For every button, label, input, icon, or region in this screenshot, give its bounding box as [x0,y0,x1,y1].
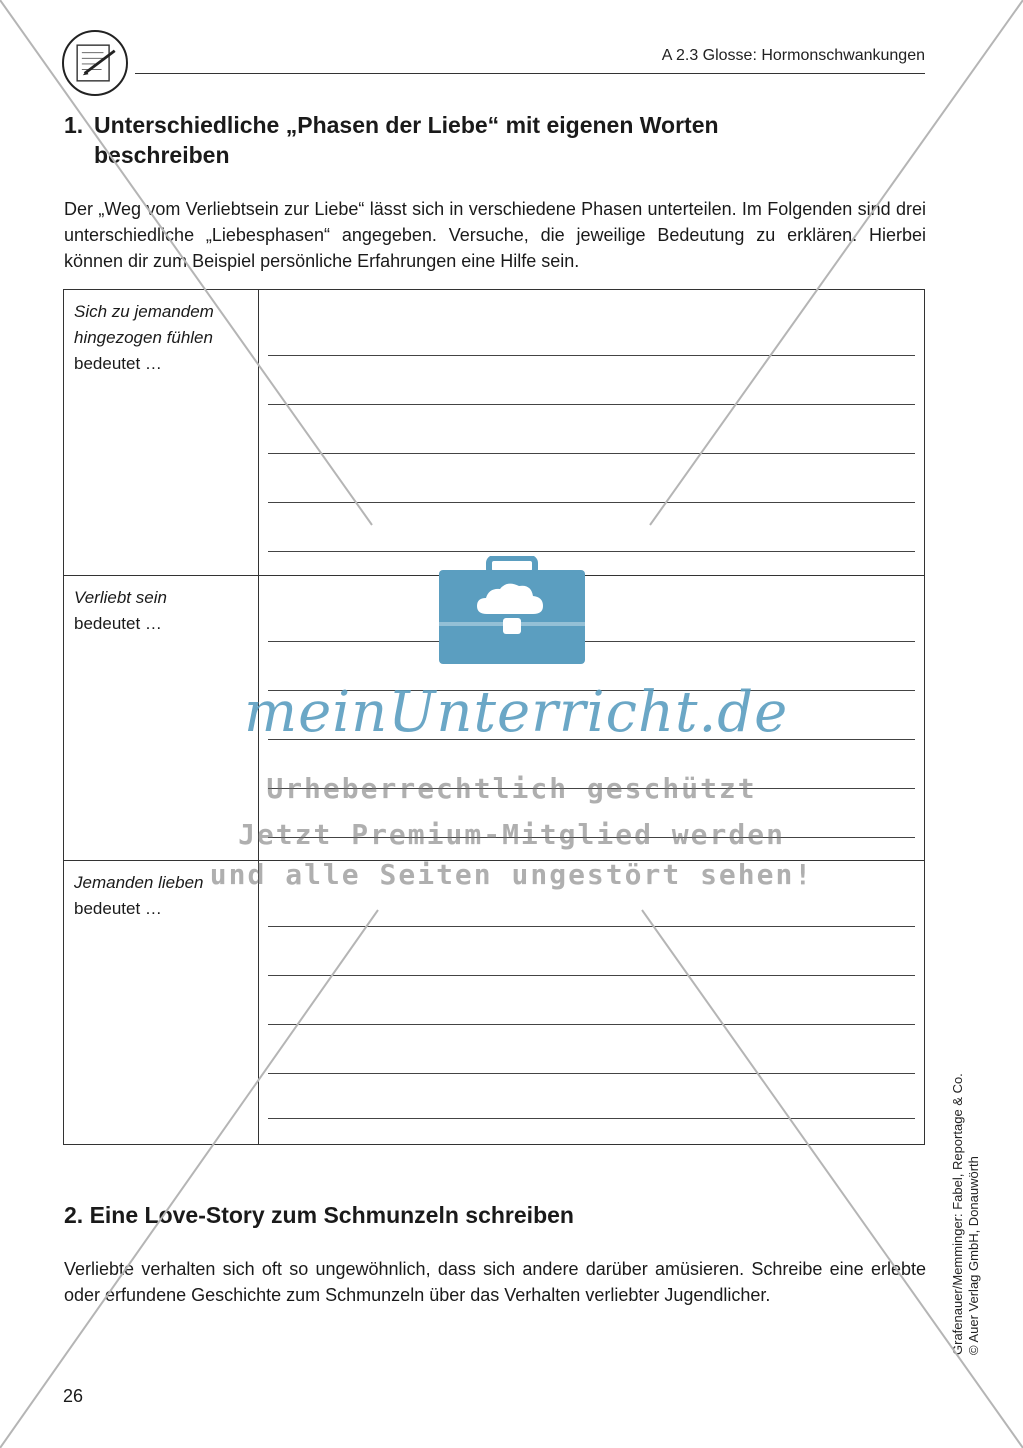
phase-label [64,861,259,1145]
section1-title-line1: Unterschiedliche „Phasen der Liebe“ mit eigenen Worten [94,112,719,138]
header-divider [135,73,925,74]
pen-book-icon [62,30,128,96]
section1-title-line2: beschreiben [94,142,230,168]
phase-row [64,860,924,1145]
header-title: A 2.3 Glosse: Hormonschwankungen [661,47,925,64]
phase-row [64,290,924,575]
writing-line[interactable] [268,551,915,552]
writing-line[interactable] [268,404,915,405]
writing-line[interactable] [268,641,915,642]
writing-line[interactable] [268,1024,915,1025]
writing-line[interactable] [268,926,915,927]
phase-label-italic: Verliebt sein [74,588,167,607]
watermark-line: Urheberrechtlich geschützt [266,772,757,805]
phase-label-italic: Sich zu jemandem [74,302,214,321]
phase-label-suffix: bedeutet … [74,899,162,918]
phase-label-suffix: bedeutet … [74,614,162,633]
watermark-line: und alle Seiten ungestört sehen! [209,858,814,891]
writing-line[interactable] [268,1073,915,1074]
section1-title [64,110,924,170]
phase-label-suffix: bedeutet … [74,354,162,373]
page-number: 26 [63,1386,84,1406]
phase-label-italic: Jemanden lieben [74,873,204,892]
section1-intro: Der „Weg vom Verliebtsein zur Liebe“ lässt sich in verschiedene Phasen unterteilen. Im Folgenden sind drei unterschiedliche „Liebesphasen“ angegeben. Versuche, die jeweilige Bedeutung zu erklären. Hierbei können dir zum Beispiel persönliche Erfahrungen eine Hilfe sein. [64,199,926,271]
writing-line[interactable] [268,1118,915,1119]
writing-line[interactable] [268,453,915,454]
writing-line[interactable] [268,975,915,976]
section2-title: 2. Eine Love-Story zum Schmunzeln schreiben [64,1202,574,1228]
phase-label [64,290,259,575]
writing-line[interactable] [268,355,915,356]
briefcase-cloud-icon [437,556,587,666]
copyright-credit [950,1035,982,1355]
credit-line: Grafenauer/Memminger: Fabel, Reportage & Co. [950,1073,965,1355]
phase-label-italic: hingezogen fühlen [74,328,213,347]
watermark-brand: meinUnterricht.de [244,680,789,745]
section2-intro: Verliebte verhalten sich oft so ungewöhnlich, dass sich andere darüber amüsieren. Schreibe eine erlebte oder erfundene Geschichte zum Schmunzeln über das Verhalten verliebter Jugendlicher. [64,1259,926,1305]
watermark-line: Jetzt Premium-Mitglied werden [238,818,785,851]
credit-line: © Auer Verlag GmbH, Donauwörth [966,1156,981,1355]
writing-line[interactable] [268,502,915,503]
section1-number: 1. [64,112,84,138]
